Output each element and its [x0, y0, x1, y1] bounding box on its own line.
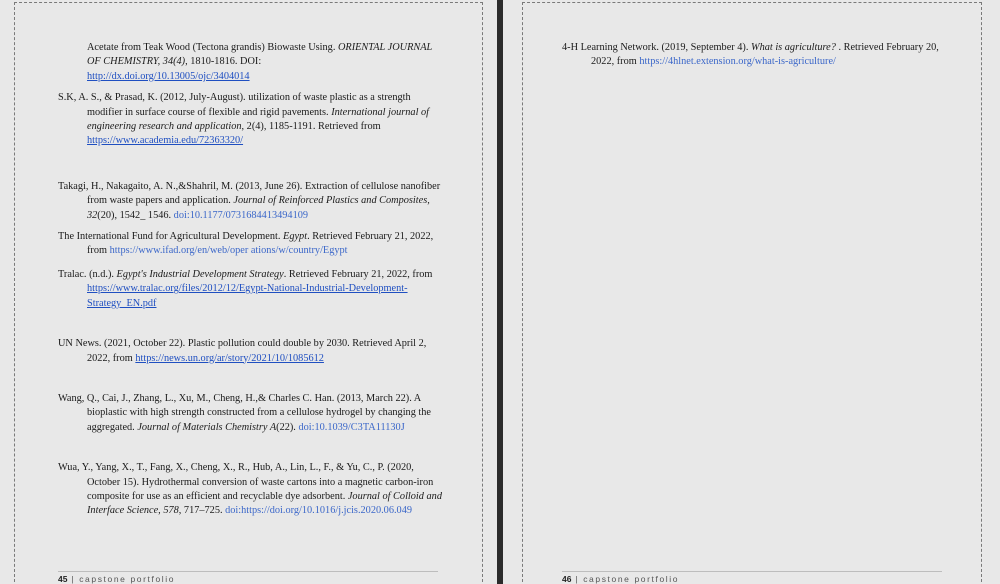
footer-label: capstone portfolio — [583, 574, 680, 584]
reference-entry: Acetate from Teak Wood (Tectona grandis) Biowaste Using. ORIENTAL JOURNAL OF CHEMISTRY, 34(4), 1810-1816. DOI: http://dx.doi.org/10.13005/ojc/3404014 — [87, 42, 433, 82]
reference-entry: 4-H Learning Network. (2019, September 4). What is agriculture? . Retrieved February 20, 2022, from https://4hlnet.extension.org/what-is-agriculture/ — [562, 42, 939, 68]
reference-link[interactable]: https://www.academia.edu/72363320/ — [87, 135, 244, 147]
page-number: 45 — [58, 574, 68, 584]
reference-doi[interactable]: doi:10.1039/C3TA11130J — [298, 421, 405, 433]
reference-link[interactable]: https://news.un.org/ar/story/2021/10/1085612 — [135, 352, 324, 364]
page-footer: 46 | capstone portfolio — [562, 574, 680, 584]
reference-doi[interactable]: doi:https://doi.org/10.1016/j.jcis.2020.06.049 — [225, 505, 413, 517]
right-page-border — [522, 2, 982, 584]
reference-entry: The International Fund for Agricultural Development. Egypt. Retrieved February 21, 2022, from https://www.ifad.org/en/web/oper ations/w/country/Egypt — [58, 231, 434, 257]
page-footer: 45 | capstone portfolio — [58, 574, 176, 584]
reference-link[interactable]: http://dx.doi.org/10.13005/ojc/3404014 — [87, 70, 250, 82]
reference-list-left — [58, 41, 444, 519]
footer-rule — [562, 571, 942, 572]
reference-doi[interactable]: doi:10.1177/0731684413494109 — [173, 209, 309, 221]
reference-entry: Wua, Y., Yang, X., T., Fang, X., Cheng, X., R., Hub, A., Lin, L., F., & Yu, C., P. (2020, October 15). Hydrothermal conversion of waste cartons into a magnetic carbon-iron composite for use as an efficient and recyclable dye adsorbent. Journal of Colloid and Interface Science, 578, 717–725. doi:https://doi.org/10.1016/j.jcis.2020.06.049 — [58, 462, 442, 517]
reference-entry: Wang, Q., Cai, J., Zhang, L., Xu, M., Cheng, H.,& Charles C. Han. (2013, March 22). A bioplastic with high strength constructed from a cellulose hydrogel by changing the aggregated. Journal of Materials Chemistry A(22). doi:10.1039/C3TA11130J — [58, 392, 432, 433]
footer-label: capstone portfolio — [79, 574, 176, 584]
left-page — [0, 0, 497, 584]
reference-url[interactable]: https://www.ifad.org/en/web/oper ations/w/country/Egypt — [109, 245, 348, 257]
reference-entry: UN News. (2021, October 22). Plastic pollution could double by 2030. Retrieved April 2, 2022, from https://news.un.org/ar/story/2021/10/1085612 — [58, 338, 427, 364]
reference-url[interactable]: https://4hlnet.extension.org/what-is-agriculture/ — [639, 56, 836, 68]
footer-rule — [58, 571, 438, 572]
reference-link[interactable]: https://www.tralac.org/files/2012/12/Egypt-National-Industrial-Development-Strategy_EN.pdf — [87, 283, 408, 309]
reference-entry: Takagi, H., Nakagaito, A. N.,&Shahril, M. (2013, June 26). Extraction of cellulose nanofiber from waste papers and application. Journal of Reinforced Plastics and Composites, 32(20), 1542_ 1546. doi:10.1177/0731684413494109 — [58, 180, 441, 221]
reference-entry: Tralac. (n.d.). Egypt's Industrial Development Strategy. Retrieved February 21, 2022, from https://www.tralac.org/files/2012/12/Egypt-National-Industrial-Development-Strategy_EN.pdf — [58, 268, 433, 309]
reference-list-right — [562, 41, 942, 70]
page-number: 46 — [562, 574, 572, 584]
right-page — [503, 0, 1000, 584]
reference-entry: S.K, A. S., & Prasad, K. (2012, July-August). utilization of waste plastic as a strength modifier in surface course of flexible and rigid pavements. International journal of engineering research and application, 2(4), 1185-1191. Retrieved from https://www.academia.edu/72363320/ — [58, 92, 430, 147]
